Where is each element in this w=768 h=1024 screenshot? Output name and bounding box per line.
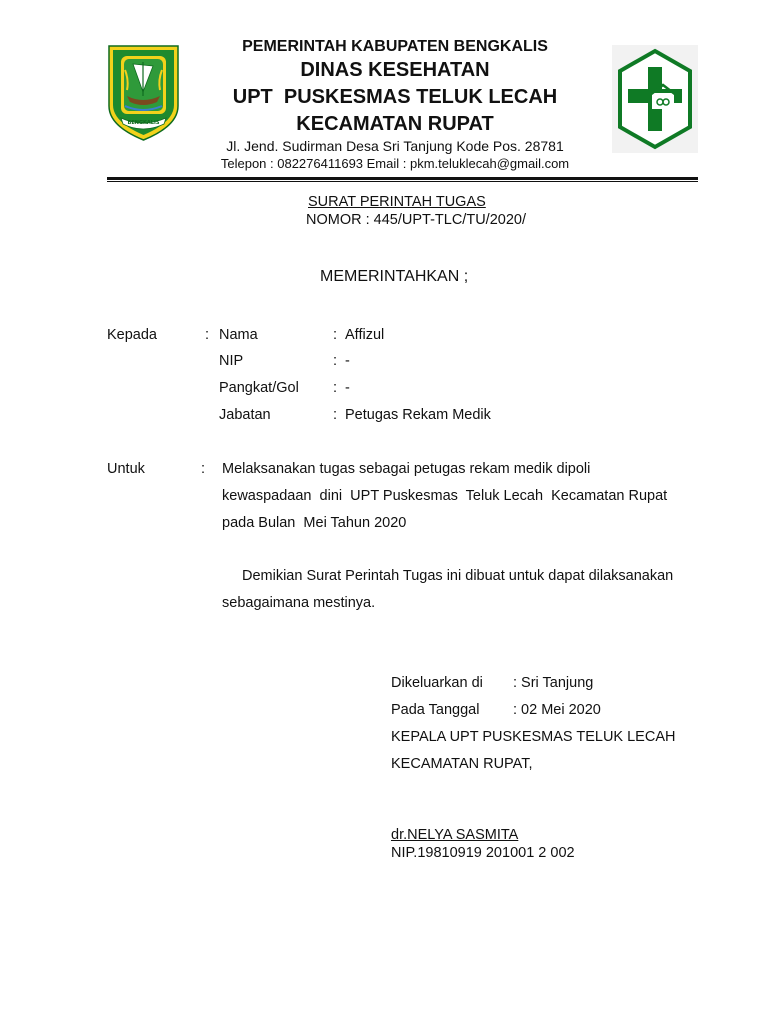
signer-nip: NIP.19810919 201001 2 002 [391,845,575,861]
document-number: NOMOR : 445/UPT-TLC/TU/2020/ [306,212,526,228]
signer-name: dr.NELYA SASMITA [391,827,519,843]
date-label: Pada Tanggal [391,702,480,718]
command-heading: MEMERINTAHKAN ; [320,268,469,285]
recipient-label: Kepada [107,327,157,343]
field-label-position: Jabatan [219,407,271,423]
puskesmas-logo [612,45,698,153]
header-rule-thick [107,177,698,180]
field-value-position: Petugas Rekam Medik [345,407,491,423]
header-puskesmas: UPT PUSKESMAS TELUK LECAH [232,86,558,108]
purpose-line-1: Melaksanakan tugas sebagai petugas rekam medik dipoli [222,461,591,477]
recipient-colon: : [205,327,210,343]
signer-position-line-1: KEPALA UPT PUSKESMAS TELUK LECAH [391,729,676,745]
field-label-rank: Pangkat/Gol [219,380,299,396]
header-district: KECAMATAN RUPAT [296,113,494,135]
field-sep-rank: : [333,380,338,396]
purpose-line-3: pada Bulan Mei Tahun 2020 [222,515,407,531]
issued-label: Dikeluarkan di [391,675,483,691]
field-value-rank: - [345,380,350,396]
closing-line-2: sebagaimana mestinya. [222,595,376,611]
field-label-nip: NIP [219,353,244,369]
date-value: : 02 Mei 2020 [513,702,601,718]
header-government: PEMERINTAH KABUPATEN BENGKALIS [242,38,548,55]
header-agency: DINAS KESEHATAN [300,59,490,81]
field-sep-position: : [333,407,338,423]
field-value-nip: - [345,353,350,369]
puskesmas-logo-icon [612,45,698,153]
field-sep-nip: : [333,353,338,369]
bengkalis-emblem [107,44,180,142]
purpose-label: Untuk [107,461,145,477]
issued-value: : Sri Tanjung [513,675,594,691]
signer-position-line-2: KECAMATAN RUPAT, [391,756,533,772]
closing-line-1: Demikian Surat Perintah Tugas ini dibuat untuk dapat dilaksanakan [242,568,674,584]
field-sep-name: : [333,327,338,343]
field-label-name: Nama [219,327,258,343]
document-title: SURAT PERINTAH TUGAS [308,194,486,210]
emblem-ribbon-text: BENGKALIS [127,120,160,126]
purpose-line-2: kewaspadaan dini UPT Puskesmas Teluk Lecah Kecamatan Rupat [222,488,668,504]
field-value-name: Affizul [345,327,385,343]
header-address: Jl. Jend. Sudirman Desa Sri Tanjung Kode Pos. 28781 [226,138,564,154]
purpose-colon: : [201,461,206,477]
header-contact: Telepon : 082276411693 Email : pkm.teluklecah@gmail.com [220,156,570,171]
header-rule-thin [107,181,698,182]
regency-emblem-icon [107,44,180,142]
